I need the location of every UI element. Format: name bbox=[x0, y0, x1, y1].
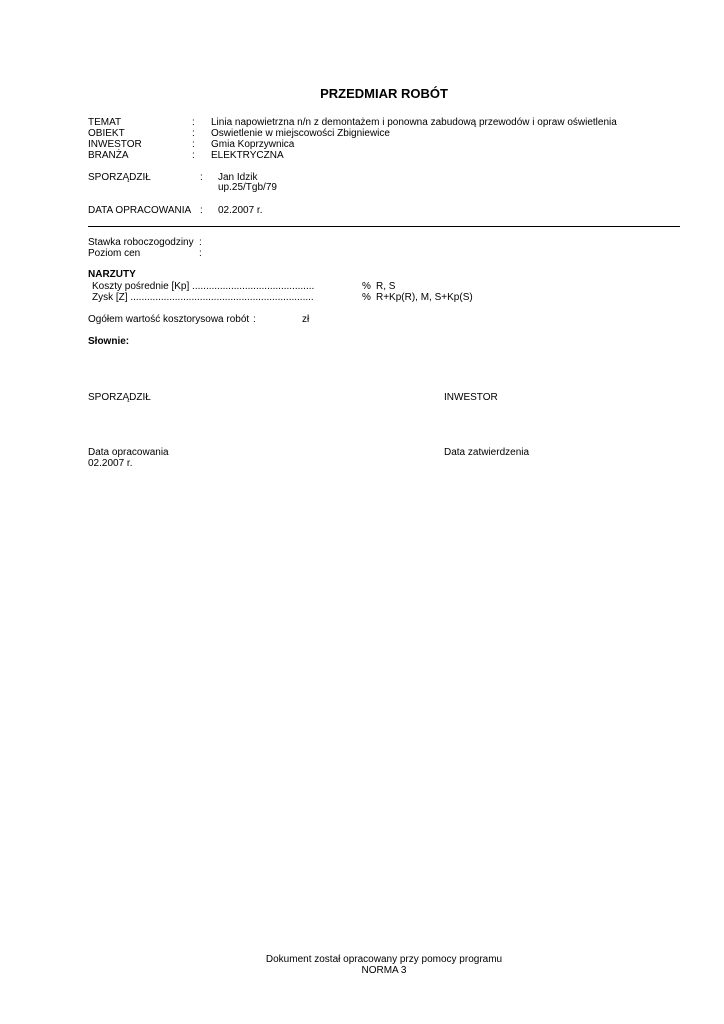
total-value-label: Ogółem wartość kosztorysowa robót bbox=[88, 314, 250, 325]
date-prepared-value: 02.2007 r. bbox=[218, 205, 263, 216]
signature-date-prepared-value: 02.2007 r. bbox=[88, 458, 133, 469]
header-divider bbox=[88, 226, 680, 227]
footer-line-2: NORMA 3 bbox=[361, 965, 407, 976]
total-value-currency: zł bbox=[302, 314, 310, 325]
signature-date-approved-label: Data zatwierdzenia bbox=[444, 447, 530, 458]
prepared-by-name: Jan Idzik bbox=[218, 172, 258, 183]
prepared-by-license: up.25/Tgb/79 bbox=[218, 182, 277, 193]
prepared-by-colon: : bbox=[200, 172, 203, 183]
date-prepared-colon: : bbox=[200, 205, 203, 216]
indirect-costs-label: Koszty pośrednie [Kp] ............................................ bbox=[92, 281, 315, 292]
footer-line-1: Dokument został opracowany przy pomocy programu bbox=[265, 954, 503, 965]
field-label-branch: BRANŻA bbox=[88, 150, 129, 161]
field-value-branch: ELEKTRYCZNA bbox=[211, 150, 284, 161]
signature-date-prepared-label: Data opracowania bbox=[88, 447, 169, 458]
total-value-colon: : bbox=[253, 314, 256, 325]
prepared-by-label: SPORZĄDZIŁ bbox=[88, 172, 151, 183]
field-colon-object: : bbox=[192, 128, 195, 139]
profit-basis: R+Kp(R), M, S+Kp(S) bbox=[376, 292, 473, 303]
signature-prepared-by: SPORZĄDZIŁ bbox=[88, 392, 151, 403]
hourly-rate-label: Stawka roboczogodziny bbox=[88, 237, 194, 248]
field-label-topic: TEMAT bbox=[88, 117, 122, 128]
signature-investor: INWESTOR bbox=[444, 392, 498, 403]
field-label-object: OBIEKT bbox=[88, 128, 125, 139]
page-title: PRZEDMIAR ROBÓT bbox=[320, 86, 448, 101]
field-colon-investor: : bbox=[192, 139, 195, 150]
field-colon-branch: : bbox=[192, 150, 195, 161]
profit-label: Zysk [Z] .................................................................. bbox=[92, 292, 314, 303]
price-level-label: Poziom cen bbox=[88, 248, 141, 259]
profit-unit: % bbox=[362, 292, 371, 303]
field-value-investor: Gmia Koprzywnica bbox=[211, 139, 295, 150]
date-prepared-label: DATA OPRACOWANIA bbox=[88, 205, 192, 216]
field-label-investor: INWESTOR bbox=[88, 139, 142, 150]
surcharges-heading: NARZUTY bbox=[88, 269, 136, 280]
field-value-topic: Linia napowietrzna n/n z demontażem i ponowna zabudową przewodów i opraw oświetlenia bbox=[211, 117, 617, 128]
indirect-costs-unit: % bbox=[362, 281, 371, 292]
in-words-label: Słownie: bbox=[88, 336, 130, 347]
indirect-costs-basis: R, S bbox=[376, 281, 396, 292]
field-value-object: Oswietlenie w miejscowości Zbigniewice bbox=[211, 128, 390, 139]
price-level-colon: : bbox=[199, 248, 202, 259]
field-colon-topic: : bbox=[192, 117, 195, 128]
hourly-rate-colon: : bbox=[199, 237, 202, 248]
